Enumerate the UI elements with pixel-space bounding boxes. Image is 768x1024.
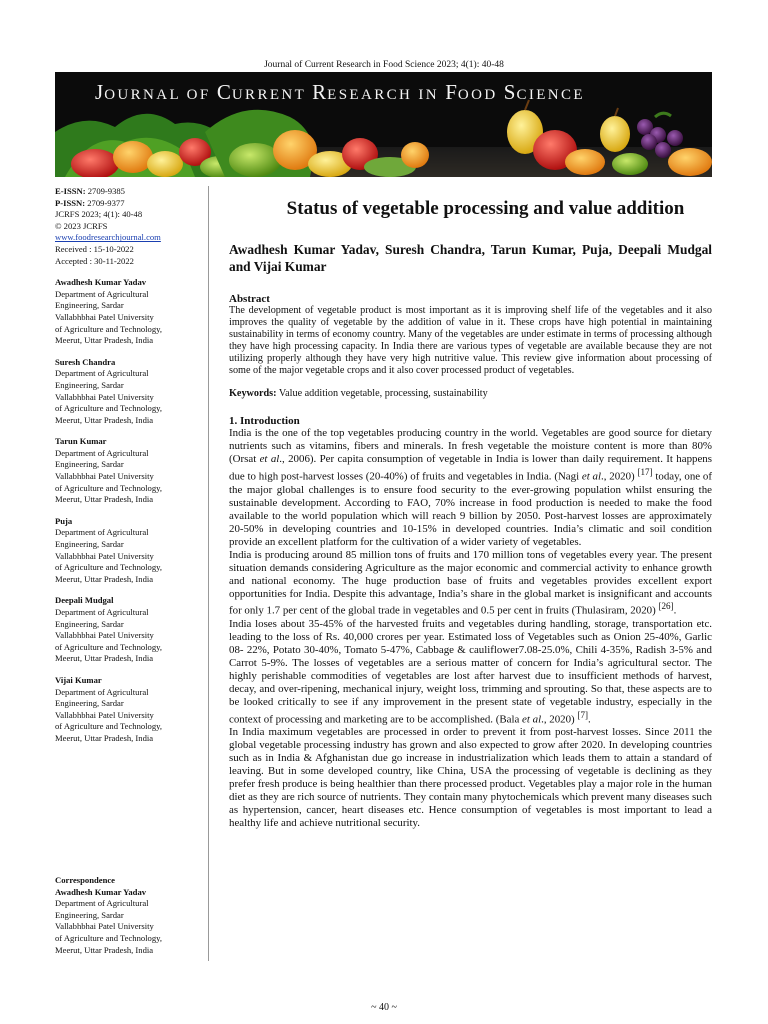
intro-paragraph-3: India loses about 35-45% of the harvested fruits and vegetables during handling, storage, transportation etc. leading to the loss of Rs. 40,000 crores per year. Estimated loss of Vegetables such as Onion 25-40%, Garlic 08- 22%, Potato 30-40%, Tomato 5-47%, Cabbage & cauliflower7.08-25.0%, Chili 4-35%, Radish 3-5% and Carrot 5-9%. The losses of vegetables are a serious matter of concern for India’s agricultural sector. The highly perishable commodities of vegetables are lost after harvest due to insufficient methods of harvest, decay, and over-ripening, mechanical injury, weight loss, trimming and sprouting. So that, these aspects are to be looked critically to see if any improvement in the present state of vegetable industry, especially in the context of processing and marketing are to be accomplished. (Bala et al., 2020) [7]. [229,618,712,726]
affiliation-line: Vallabhbhai Patel University [55,391,154,402]
correspondence-block [55,875,205,956]
affiliation-line: of Agriculture and Technology, [55,721,163,732]
affiliation-line: Department of Agricultural [55,447,149,458]
affiliation-line: Meerut, Uttar Pradesh, India [55,335,154,346]
keywords-line [229,388,712,400]
sidebar-author [55,595,205,665]
affiliation-line: Meerut, Uttar Pradesh, India [55,573,154,584]
page-number: ~ 40 ~ [371,1002,397,1013]
intro-paragraph-2: India is producing around 85 million tons of fruits and 170 million tons of vegetables every year. The present situation demands considering Agriculture as the major economic and commercial activity to enhance growth and national economy. The huge production base of fruits and vegetables provides excellent export opportunities for India. Despite this advantage, India’s share in the global market is insignificant and accounts for only 1.7 per cent of the global trade in vegetables and 0.5 per cent in fruits (Thulasiram, 2020) [26]. [229,548,712,618]
sidebar-author [55,357,205,427]
affiliation-line: of Agriculture and Technology, [55,641,163,652]
affiliation-line: Engineering, Sardar [55,618,124,629]
affiliation-line: Vallabhbhai Patel University [55,709,154,720]
affiliation-line: Meerut, Uttar Pradesh, India [55,653,154,664]
keywords-label: Keywords: [229,388,277,400]
affiliation-line: Vallabhbhai Patel University [55,550,154,561]
sidebar-author-name: Tarun Kumar [55,436,107,447]
column-divider [208,186,209,961]
intro-paragraph-4: In India maximum vegetables are processed in order to prevent it from post-harvest losses. Since 2011 the global vegetable processing industry has grown and also expected to grow after 2020. In developing countries such as in India & Afghanistan due go increase in industrialization which leads them to attain a standard of leaving. But in some developed country, like China, USA the processing of vegetable is declining as they prefer fresh produce is being healthier than there processed product. Vegetables play a major role in the human diet as they are rich source of nutrients. They contain many phytochemicals which prevent many diseases such as hypertension, cancer, heart diseases etc. Hence consumption of vegetables is most important to lead a healthy life and achieve nutritional security. [229,726,712,829]
affiliation-line: Engineering, Sardar [55,379,124,390]
running-head: Journal of Current Research in Food Science 2023; 4(1): 40-48 [264,60,504,70]
affiliation-line: Department of Agricultural [55,288,149,299]
citation-ref: [7] [577,709,589,720]
affiliation-line: Meerut, Uttar Pradesh, India [55,414,154,425]
keywords-text: Value addition vegetable, processing, sustainability [278,388,488,400]
journal-banner-title: JOURNAL OF CURRENT RESEARCH IN FOOD SCIENCE [95,80,586,104]
abstract-text: The development of vegetable product is most important as it is improving shelf life of the vegetables and it also improves the quality of vegetable by the addition of value in it. These crops have high potential in maintaining sustainability in terms of economy country. Many of the vegetables are under estimate in terms of processing although they have high processing capacity. In India there are various types of vegetable are available because they are not utilizing properly although they have very high nutritive value. This review give information about processing of some of the major vegetable crops and it also cover processed product of vegetables. [229,305,712,376]
main-column [229,196,712,830]
journal-website-link[interactable]: www.foodresearchjournal.com [55,232,161,243]
pissn-line: P-ISSN: 2709-9377 [55,197,125,208]
correspondence-label: Correspondence [55,875,115,885]
citation-line: JCRFS 2023; 4(1): 40-48 [55,209,143,220]
affiliation-line: Engineering, Sardar [55,300,124,311]
affiliation-line: Meerut, Uttar Pradesh, India [55,944,154,955]
affiliation-line: Department of Agricultural [55,607,149,617]
affiliation-line: Department of Agricultural [55,686,149,697]
citation-ref: [17] [637,467,653,478]
copyright-line: © 2023 JCRFS [55,220,108,231]
affiliation-line: Vallabhbhai Patel University [55,311,154,322]
received-date: Received : 15-10-2022 [55,243,134,254]
affiliation-line: Engineering, Sardar [55,459,124,470]
sidebar-author [55,675,205,745]
sidebar-author-name: Puja [55,515,73,526]
sidebar-author-name: Deepali Mudgal [55,595,114,606]
affiliation-line: Vallabhbhai Patel University [55,471,154,482]
sidebar-author-name: Awadhesh Kumar Yadav [55,277,147,288]
correspondence-name: Awadhesh Kumar Yadav [55,886,147,897]
intro-paragraph-1: India is the one of the top vegetables producing country in the world. Vegetables are good source for dietary nutrients such as vitamins, fibers and minerals. In fresh vegetable the moisture content is more than 80% (Orsat et al., 2006). Per capita consumption of vegetable in India is lower than daily requirement. It happens due to high post-harvest losses (20-40%) of fruits and vegetables in India. (Nagi et al., 2020) [17] today, one of the major global challenges is to ensure food security to the ever-growing population whilst ensuring the sustainable development. According to FAO, 70% increase in food production is needed to make the food available to the world population which will reach 9 billion by 2050. Post-harvest losses are approximately 20-50% in developing countries and 10-15% in developed countries. India’s climatic and soil condition provide an excellent platform for the cultivation of a wider variety of vegetables. [229,427,712,548]
paper-title: Status of vegetable processing and value addition [286,198,685,219]
abstract-heading: Abstract [229,293,270,305]
affiliation-line: Engineering, Sardar [55,909,124,920]
sidebar-author-name: Vijai Kumar [55,674,102,685]
accepted-date: Accepted : 30-11-2022 [55,255,134,266]
journal-banner [55,72,712,177]
affiliation-line: Meerut, Uttar Pradesh, India [55,732,154,743]
affiliation-line: of Agriculture and Technology, [55,323,163,334]
affiliation-line: Engineering, Sardar [55,698,124,709]
affiliation-line: Vallabhbhai Patel University [55,630,154,641]
sidebar [55,186,205,745]
affiliation-line: of Agriculture and Technology, [55,403,163,414]
sidebar-author [55,516,205,586]
eissn-line: E-ISSN: 2709-9385 [55,186,125,196]
sidebar-author [55,277,205,347]
affiliation-line: Department of Agricultural [55,898,149,909]
affiliation-line: Meerut, Uttar Pradesh, India [55,494,154,505]
affiliation-line: of Agriculture and Technology, [55,482,163,493]
affiliation-line: Engineering, Sardar [55,539,124,550]
affiliation-line: Department of Agricultural [55,527,149,538]
author-list: Awadhesh Kumar Yadav, Suresh Chandra, Tarun Kumar, Puja, Deepali Mudgal and Vijai Kumar [229,242,712,274]
sidebar-author [55,436,205,506]
sidebar-author-name: Suresh Chandra [55,356,116,367]
affiliation-line: Vallabhbhai Patel University [55,921,154,932]
affiliation-line: Department of Agricultural [55,368,149,379]
citation-ref: [26] [658,601,674,612]
affiliation-line: of Agriculture and Technology, [55,932,163,943]
affiliation-line: of Agriculture and Technology, [55,562,163,573]
introduction-heading: 1. Introduction [229,415,300,428]
